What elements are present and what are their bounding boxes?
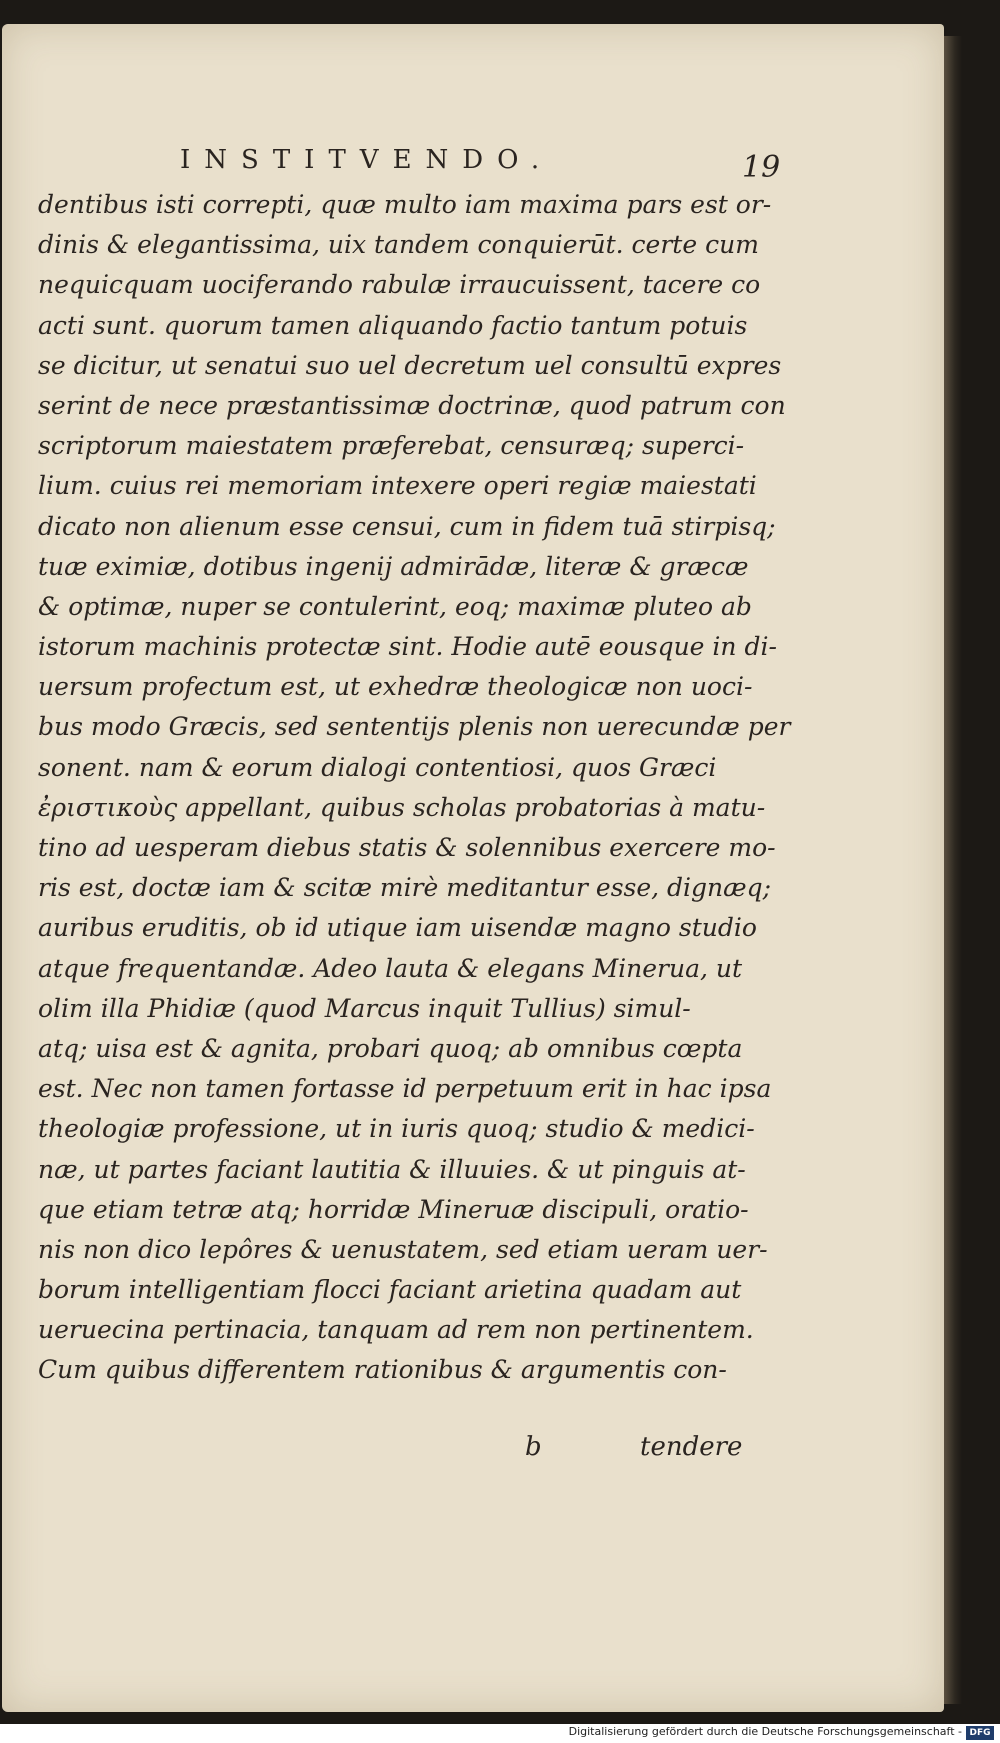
text-line: lium. cuius rei memoriam intexere operi regiæ maiestati — [38, 471, 757, 501]
text-line: dicato non alienum esse censui, cum in fidem tuā stirpisq; — [38, 511, 776, 541]
folio-number: 19 — [742, 150, 781, 185]
text-line: atque frequentandæ. Adeo lauta & elegans Minerua, ut — [38, 953, 743, 983]
running-head: INSTITVENDO. — [180, 145, 554, 175]
text-line: tuæ eximiæ, dotibus ingenij admirādæ, literæ & græcæ — [38, 551, 749, 581]
catchword: tendere — [640, 1432, 743, 1462]
text-line: scriptorum maiestatem præferebat, censuræq; superci- — [38, 431, 745, 461]
text-line: serint de nece præstantissimæ doctrinæ, quod patrum con — [38, 390, 786, 420]
text-line: est. Nec non tamen fortasse id perpetuum erit in hac ipsa — [38, 1074, 772, 1104]
text-line: olim illa Phidiæ (quod Marcus inquit Tullius) simul- — [38, 993, 691, 1023]
text-line: ueruecina pertinacia, tanquam ad rem non pertinentem. — [38, 1315, 754, 1345]
text-line: ris est, doctæ iam & scitæ mirè meditantur esse, dignæq; — [38, 873, 772, 903]
text-line: tino ad uesperam diebus statis & solennibus exercere mo- — [38, 833, 776, 862]
text-line: dinis & elegantissima, uix tandem conquierūt. certe cum — [38, 230, 759, 260]
page-edge-shadow — [944, 36, 962, 1704]
text-line: acti sunt. quorum tamen aliquando factio tantum potuis — [38, 310, 748, 340]
text-line: næ, ut partes faciant lautitia & illuuies. & ut pinguis at- — [38, 1154, 746, 1184]
footer-bar — [0, 1724, 1000, 1743]
text-line: uersum profectum est, ut exhedræ theologicæ non uoci- — [38, 672, 753, 702]
body-text — [38, 185, 791, 1391]
text-line: Cum quibus differentem rationibus & argumentis con- — [38, 1355, 727, 1385]
text-line: se dicitur, ut senatui suo uel decretum uel consultū expres — [38, 350, 782, 380]
text-line: ἐριστικοὺς appellant, quibus scholas probatorias à matu- — [38, 792, 766, 822]
text-line: atq; uisa est & agnita, probari quoq; ab omnibus cœpta — [38, 1033, 743, 1063]
signature-mark: b — [525, 1432, 542, 1462]
text-line: que etiam tetræ atq; horridæ Mineruæ discipuli, oratio- — [38, 1194, 749, 1224]
text-line: & optimæ, nuper se contulerint, eoq; maximæ pluteo ab — [38, 591, 752, 621]
text-line: bus modo Græcis, sed sententijs plenis non uerecundæ per — [38, 712, 791, 742]
text-line: nequicquam uociferando rabulæ irraucuissent, tacere co — [38, 270, 761, 300]
dfg-logo: DFG — [966, 1726, 994, 1740]
text-line: borum intelligentiam flocci faciant arietina quadam aut — [38, 1275, 742, 1305]
text-line: theologiæ professione, ut in iuris quoq; studio & medici- — [38, 1114, 755, 1144]
footer-credit: Digitalisierung gefördert durch die Deutsche Forschungsgemeinschaft - — [568, 1725, 962, 1738]
text-line: auribus eruditis, ob id utique iam uisendæ magno studio — [38, 913, 757, 943]
text-line: sonent. nam & eorum dialogi contentiosi, quos Græci — [38, 752, 717, 782]
text-line: istorum machinis protectæ sint. Hodie autē eousque in di- — [38, 632, 777, 662]
text-line: dentibus isti correpti, quæ multo iam maxima pars est or- — [38, 190, 772, 219]
text-line: nis non dico lepôres & uenustatem, sed etiam ueram uer- — [38, 1234, 768, 1264]
